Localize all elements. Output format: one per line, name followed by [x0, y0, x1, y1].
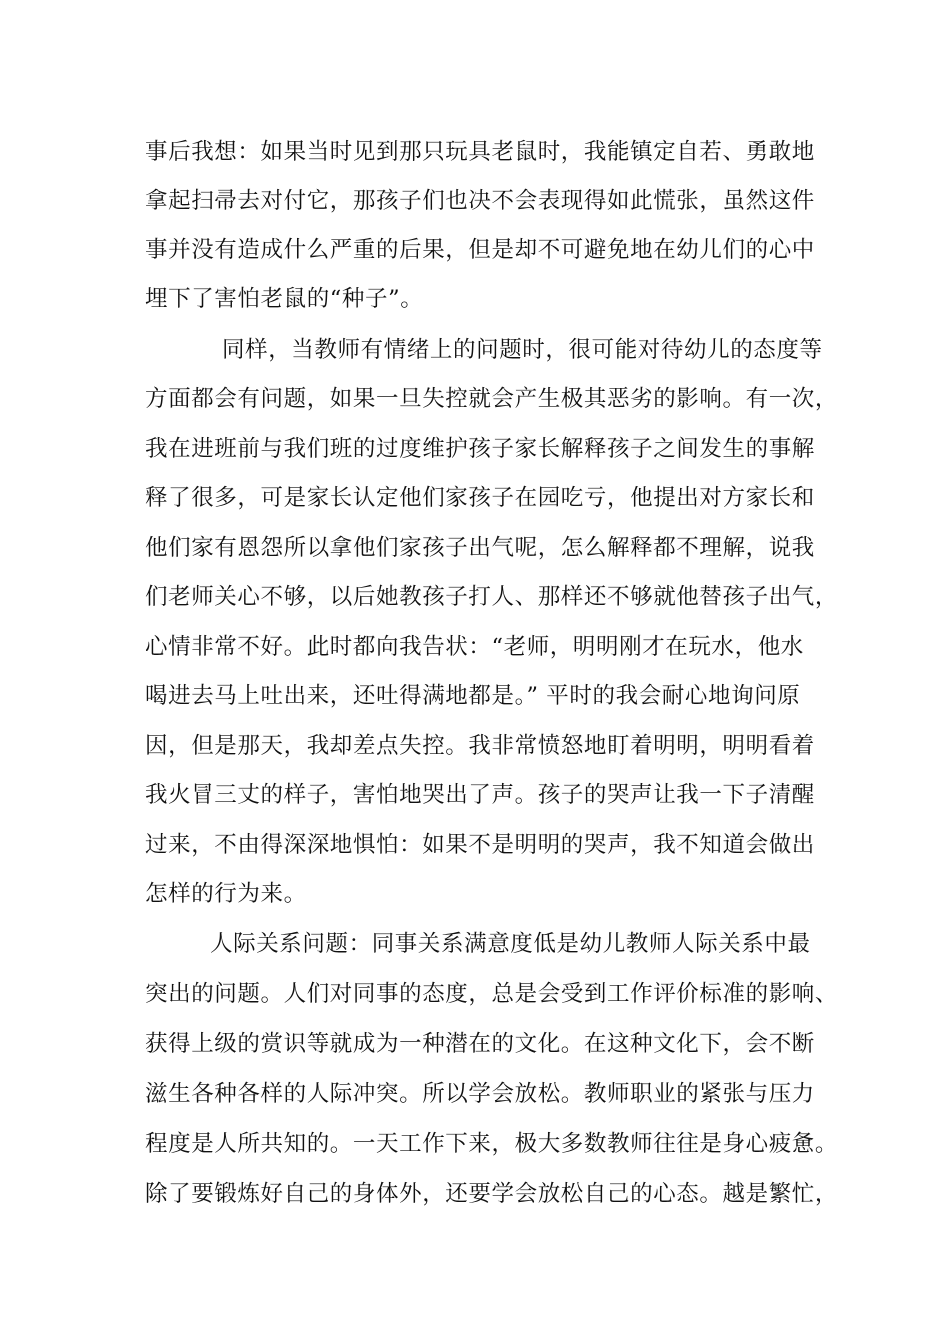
paragraph-2-line-11: 过来，不由得深深地惧怕：如果不是明明的哭声，我不知道会做出	[145, 832, 815, 858]
paragraph-2-line-4: 释了很多，可是家长认定他们家孩子在园吃亏，他提出对方家长和	[145, 485, 815, 511]
paragraph-2-line-12: 怎样的行为来。	[145, 881, 307, 907]
paragraph-3-line-4: 滋生各种各样的人际冲突。所以学会放松。教师职业的紧张与压力	[145, 1081, 815, 1107]
paragraph-1-line-2: 拿起扫帚去对付它，那孩子们也决不会表现得如此慌张，虽然这件	[145, 188, 815, 214]
paragraph-2-line-9: 因，但是那天，我却差点失控。我非常愤怒地盯着明明，明明看着	[145, 733, 815, 759]
paragraph-3-line-1: 人际关系问题：同事关系满意度低是幼儿教师人际关系中最	[210, 931, 811, 957]
paragraph-2-line-1: 同样，当教师有情绪上的问题时，很可能对待幼儿的态度等	[222, 337, 823, 363]
paragraph-3-line-3: 获得上级的赏识等就成为一种潜在的文化。在这种文化下，会不断	[145, 1031, 815, 1057]
paragraph-2-line-8: 喝进去马上吐出来，还吐得满地都是。” 平时的我会耐心地询问原	[145, 683, 801, 709]
paragraph-3-line-5: 程度是人所共知的。一天工作下来，极大多数教师往往是身心疲惫。	[145, 1131, 839, 1157]
paragraph-1-line-4: 埋下了害怕老鼠的“种子”。	[145, 286, 424, 312]
paragraph-3-line-2: 突出的问题。人们对同事的态度，总是会受到工作评价标准的影响、	[145, 981, 839, 1007]
paragraph-2-line-10: 我火冒三丈的样子，害怕地哭出了声。孩子的哭声让我一下子清醒	[145, 782, 815, 808]
paragraph-2-line-7: 心情非常不好。此时都向我告状：“老师，明明刚才在玩水，他水	[145, 634, 804, 660]
paragraph-1-line-3: 事并没有造成什么严重的后果，但是却不可避免地在幼儿们的心中	[145, 237, 815, 263]
paragraph-2-line-2: 方面都会有问题，如果一旦失控就会产生极其恶劣的影响。有一次，	[145, 386, 839, 412]
paragraph-2-line-3: 我在进班前与我们班的过度维护孩子家长解释孩子之间发生的事解	[145, 436, 815, 462]
paragraph-1-line-1: 事后我想：如果当时见到那只玩具老鼠时，我能镇定自若、勇敢地	[145, 139, 815, 165]
paragraph-3-line-6: 除了要锻炼好自己的身体外，还要学会放松自己的心态。越是繁忙，	[145, 1181, 839, 1207]
paragraph-2-line-6: 们老师关心不够，以后她教孩子打人、那样还不够就他替孩子出气，	[145, 584, 839, 610]
paragraph-2-line-5: 他们家有恩怨所以拿他们家孩子出气呢，怎么解释都不理解，说我	[145, 535, 815, 561]
